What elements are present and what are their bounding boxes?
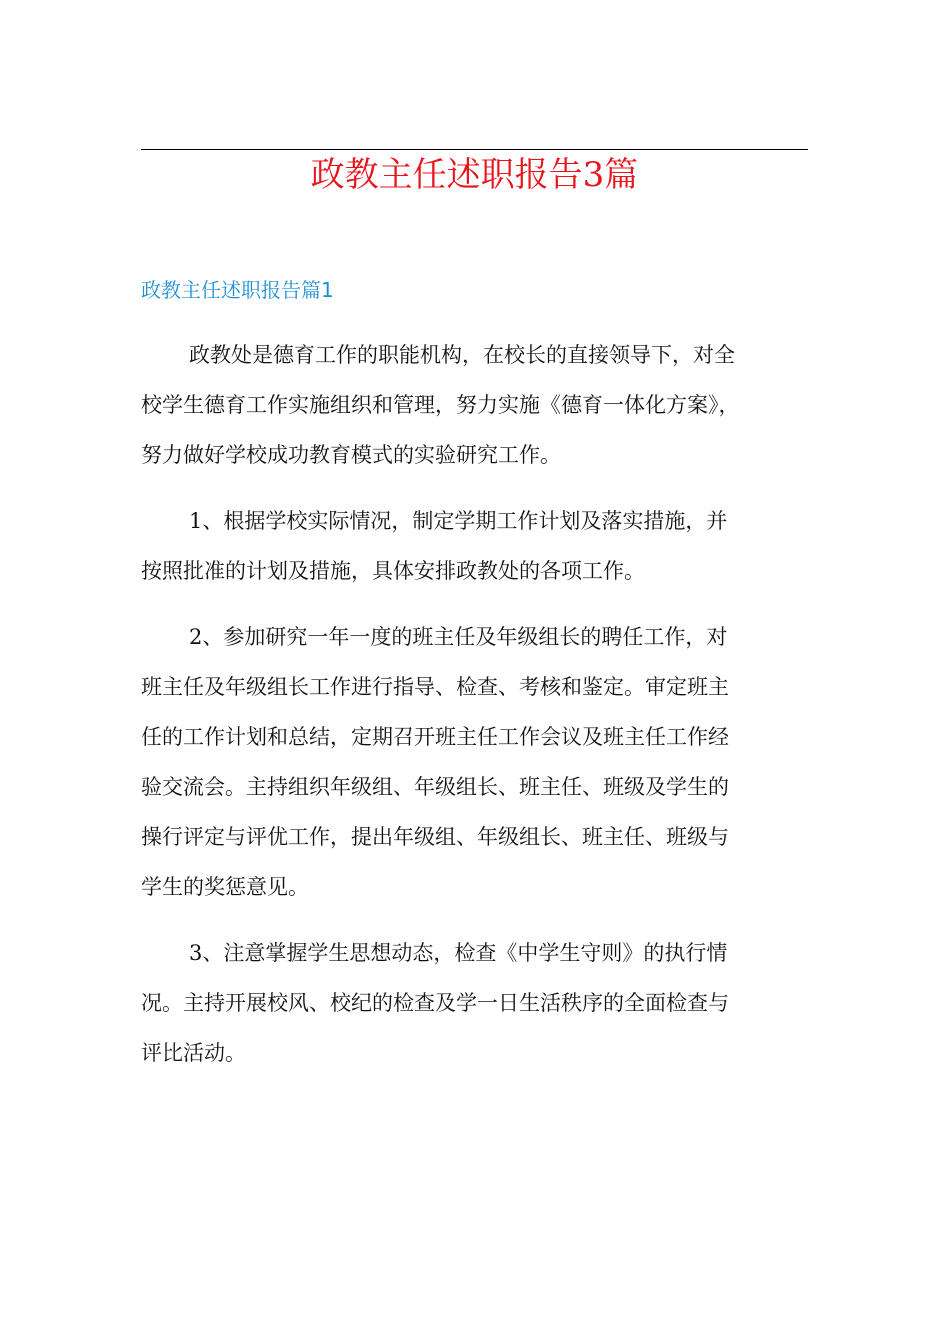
paragraph-item-2 [141, 612, 813, 912]
paragraph-item-1 [141, 496, 813, 596]
paragraph-line: 2、参加研究一年一度的班主任及年级组长的聘任工作，对 [189, 625, 728, 649]
paragraph-line: 政教处是德育工作的职能机构，在校长的直接领导下，对全 [189, 343, 735, 367]
paragraph-line: 班主任及年级组长工作进行指导、检查、考核和鉴定。审定班主 [141, 675, 729, 699]
paragraph-line: 况。主持开展校风、校纪的检查及学一日生活秩序的全面检查与 [141, 991, 729, 1015]
paragraph-intro [141, 330, 813, 480]
paragraph-item-3 [141, 928, 813, 1078]
paragraph-line: 任的工作计划和总结，定期召开班主任工作会议及班主任工作经 [141, 725, 729, 749]
document-title: 政教主任述职报告3篇 [310, 155, 639, 195]
paragraph-line: 3、注意掌握学生思想动态，检查《中学生守则》的执行情 [189, 941, 728, 965]
paragraph-line: 努力做好学校成功教育模式的实验研究工作。 [141, 443, 561, 467]
paragraph-line: 按照批准的计划及措施，具体安排政教处的各项工作。 [141, 559, 645, 583]
paragraph-line: 学生的奖惩意见。 [141, 875, 309, 899]
section-heading: 政教主任述职报告篇1 [141, 278, 334, 302]
paragraph-line: 操行评定与评优工作，提出年级组、年级组长、班主任、班级与 [141, 825, 729, 849]
paragraph-line: 1、根据学校实际情况，制定学期工作计划及落实措施，并 [189, 509, 728, 533]
paragraph-line: 验交流会。主持组织年级组、年级组长、班主任、班级及学生的 [141, 775, 729, 799]
paragraph-line: 评比活动。 [141, 1041, 246, 1065]
paragraph-line: 校学生德育工作实施组织和管理，努力实施《德育一体化方案》， [141, 393, 740, 417]
